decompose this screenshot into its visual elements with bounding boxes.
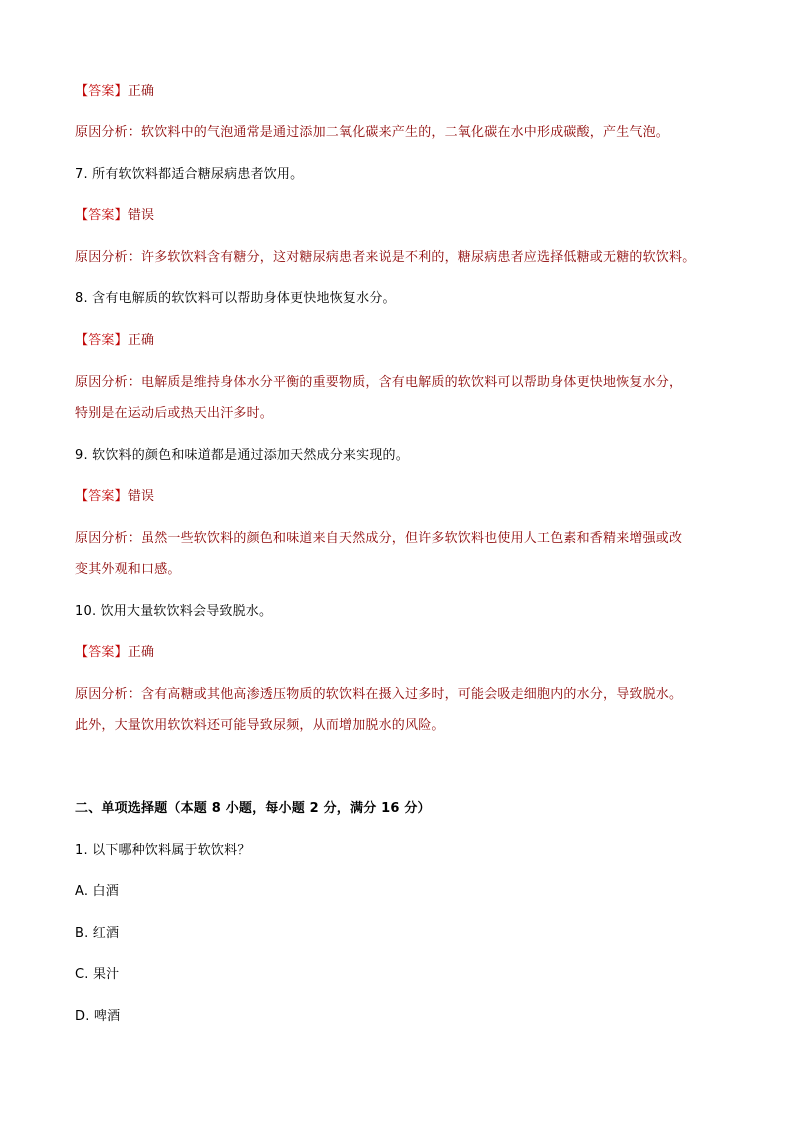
answer-label: 【答案】 (75, 84, 128, 99)
option-b: B. 红酒 (75, 926, 120, 941)
section-heading: 二、单项选择题（本题 8 小题，每小题 2 分，满分 16 分） (75, 801, 431, 816)
answer-line (75, 486, 735, 508)
answer-line (75, 205, 735, 227)
option-a: A. 白酒 (75, 884, 119, 899)
option-d: D. 啤酒 (75, 1009, 121, 1024)
answer-value: 正确 (127, 333, 155, 348)
question-7: 7. 所有软饮料都适合糖尿病患者饮用。 (75, 167, 304, 182)
answer-value: 错误 (127, 208, 155, 223)
analysis-text-line-2: 此外，大量饮用软饮料还可能导致尿频，从而增加脱水的风险。 (75, 718, 445, 733)
answer-value: 错误 (127, 489, 155, 504)
option-c: C. 果汁 (75, 967, 120, 982)
answer-label: 【答案】 (75, 333, 128, 348)
answer-value: 正确 (127, 645, 155, 660)
analysis-text: 原因分析：软饮料中的气泡通常是通过添加二氧化碳来产生的，二氧化碳在水中形成碳酸，产生气泡。 (75, 125, 670, 140)
answer-value: 正确 (127, 84, 155, 99)
analysis-text-line-1: 原因分析：含有高糖或其他高渗透压物质的软饮料在摄入过多时，可能会吸走细胞内的水分，导致脱水。 (75, 687, 683, 702)
analysis-text: 原因分析：许多软饮料含有糖分，这对糖尿病患者来说是不利的，糖尿病患者应选择低糖或无糖的软饮料。 (75, 250, 696, 265)
analysis-text-line-1: 原因分析：虽然一些软饮料的颜色和味道来自天然成分，但许多软饮料也使用人工色素和香精来增强或改 (75, 531, 683, 546)
analysis-text-line-1: 原因分析：电解质是维持身体水分平衡的重要物质，含有电解质的软饮料可以帮助身体更快地恢复水分， (75, 375, 683, 390)
mc-question-1: 1. 以下哪种饮料属于软饮料？ (75, 843, 251, 858)
answer-label: 【答案】 (75, 489, 128, 504)
answer-label: 【答案】 (75, 208, 128, 223)
answer-line (75, 642, 735, 664)
analysis-text-line-2: 特别是在运动后或热天出汗多时。 (75, 406, 274, 421)
answer-line (75, 81, 735, 103)
question-9: 9. 软饮料的颜色和味道都是通过添加天然成分来实现的。 (75, 448, 409, 463)
question-8: 8. 含有电解质的软饮料可以帮助身体更快地恢复水分。 (75, 291, 396, 306)
question-10: 10. 饮用大量软饮料会导致脱水。 (75, 604, 273, 619)
answer-label: 【答案】 (75, 645, 128, 660)
answer-line (75, 330, 735, 352)
analysis-text-line-2: 变其外观和口感。 (75, 562, 181, 577)
